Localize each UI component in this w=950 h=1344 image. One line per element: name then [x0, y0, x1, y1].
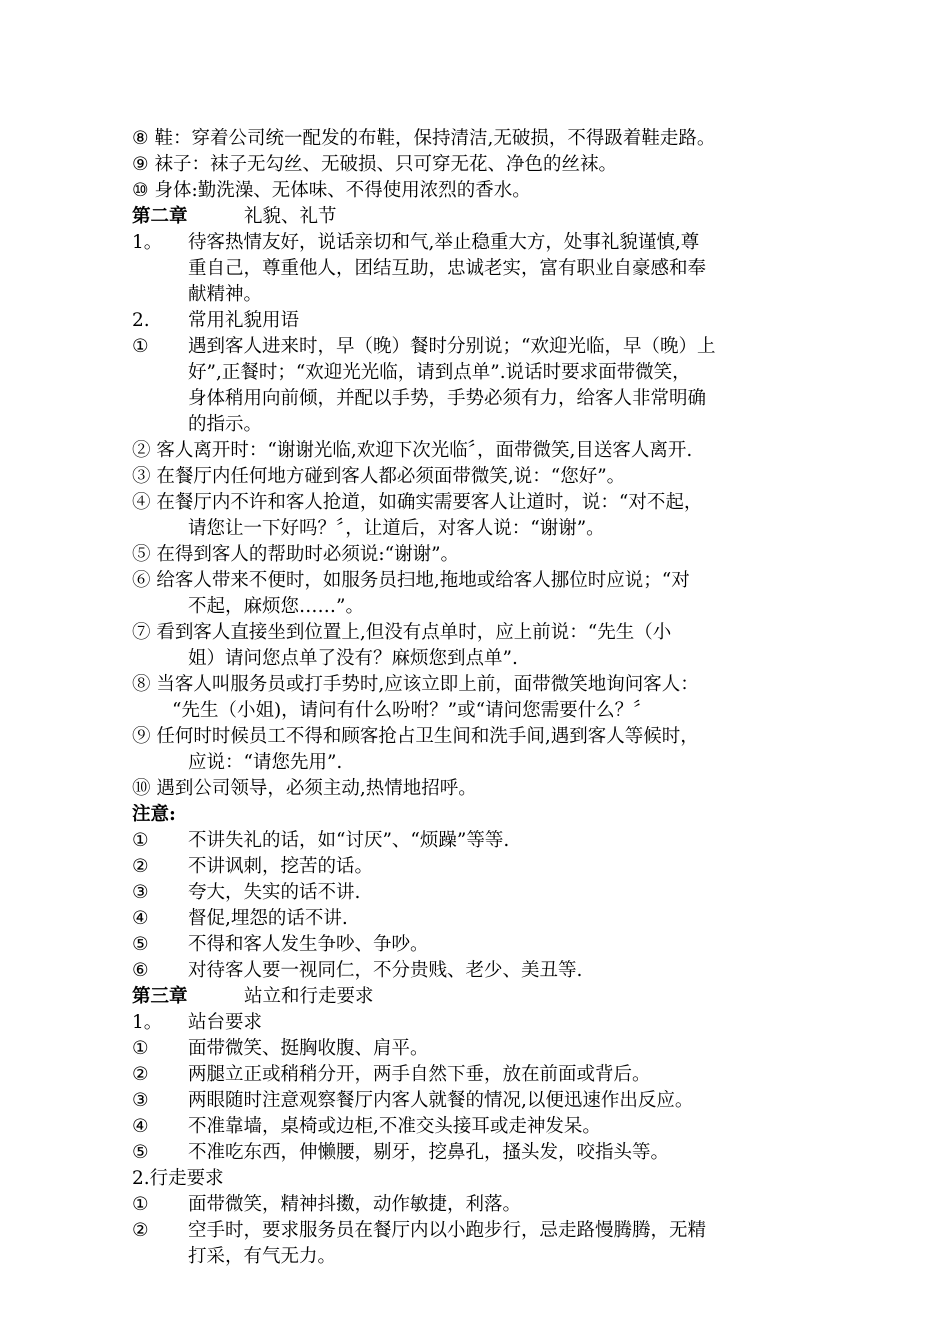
- list-item-continuation: 重自己，尊重他人，团结互助，忠诚老实，富有职业自豪感和奉: [188, 258, 707, 279]
- note-heading: 注意:: [132, 804, 176, 825]
- list-item: ④ 督促,埋怨的话不讲.: [132, 908, 348, 929]
- chapter-title: 第二章 礼貌、礼节: [132, 206, 337, 227]
- list-item: ⑩ 身体:勤洗澡、无体味、不得使用浓烈的香水。: [132, 180, 531, 201]
- list-item: ⑧ 鞋：穿着公司统一配发的布鞋，保持清洁,无破损，不得趿着鞋走路。: [132, 128, 716, 149]
- section-heading: 2.行走要求: [132, 1168, 224, 1189]
- list-item: ⑤ 不准吃东西，伸懒腰，剔牙，挖鼻孔，搔头发，咬指头等。: [132, 1142, 670, 1163]
- list-item: ② 客人离开时：“谢谢光临,欢迎下次光临〞，面带微笑,目送客人离开.: [132, 440, 693, 461]
- list-item: ② 不讲讽刺，挖苦的话。: [132, 856, 374, 877]
- list-item-continuation: 身体稍用向前倾，并配以手势，手势必须有力，给客人非常明确: [188, 388, 707, 409]
- list-item: ③ 夸大，失实的话不讲.: [132, 882, 361, 903]
- list-item: ④ 不准靠墙，桌椅或边柜,不准交头接耳或走神发呆。: [132, 1116, 601, 1137]
- list-item-continuation: 姐）请问您点单了没有？麻烦您到点单”.: [188, 648, 518, 669]
- list-item: ③ 两眼随时注意观察餐厅内客人就餐的情况,以便迅速作出反应。: [132, 1090, 694, 1111]
- list-item: ⑨ 袜子：袜子无勾丝、无破损、只可穿无花、净色的丝袜。: [132, 154, 617, 175]
- list-item-continuation: “先生（小姐)，请问有什么吩咐？”或“请问您需要什么？〞: [172, 700, 652, 721]
- list-item: ③ 在餐厅内任何地方碰到客人都必须面带微笑,说：“您好”。: [132, 466, 626, 487]
- list-item: 1。 待客热情友好，说话亲切和气,举止稳重大方，处事礼貌谨慎,尊: [132, 232, 700, 253]
- list-item: ① 面带微笑、挺胸收腹、肩平。: [132, 1038, 429, 1059]
- list-item: ① 面带微笑，精神抖擞，动作敏捷，利落。: [132, 1194, 522, 1215]
- list-item-continuation: 请您让一下好吗？〞，让道后，对客人说：“谢谢”。: [188, 518, 605, 539]
- list-item-continuation: 打采，有气无力。: [188, 1246, 337, 1267]
- list-item: ⑩ 遇到公司领导，必须主动,热情地招呼。: [132, 778, 477, 799]
- chapter-title: 第三章 站立和行走要求: [132, 986, 374, 1007]
- list-item: ⑤ 在得到客人的帮助时必须说:“谢谢”。: [132, 544, 460, 565]
- list-item: ④ 在餐厅内不许和客人抢道，如确实需要客人让道时，说：“对不起，: [132, 492, 703, 513]
- list-item-continuation: 献精神。: [188, 284, 263, 305]
- list-item: ⑥ 给客人带来不便时，如服务员扫地,拖地或给客人挪位时应说；“对: [132, 570, 690, 591]
- section-heading: 1。 站台要求: [132, 1012, 263, 1033]
- list-item: ⑧ 当客人叫服务员或打手势时,应该立即上前，面带微笑地询问客人：: [132, 674, 699, 695]
- list-item: ⑤ 不得和客人发生争吵、争吵。: [132, 934, 429, 955]
- list-item-continuation: 应说：“请您先用”.: [188, 752, 343, 773]
- list-item: ⑦ 看到客人直接坐到位置上,但没有点单时，应上前说：“先生（小: [132, 622, 672, 643]
- list-item: ① 遇到客人进来时，早（晚）餐时分别说；“欢迎光临，早（晚）上: [132, 336, 716, 357]
- list-item-continuation: 的指示。: [188, 414, 263, 435]
- list-item-continuation: 不起，麻烦您……”。: [188, 596, 364, 617]
- section-heading: 2. 常用礼貌用语: [132, 310, 300, 331]
- list-item: ⑥ 对待客人要一视同仁，不分贵贱、老少、美丑等.: [132, 960, 583, 981]
- list-item-continuation: 好”,正餐时；“欢迎光光临，请到点单”.说话时要求面带微笑，: [188, 362, 691, 383]
- list-item: ② 空手时，要求服务员在餐厅内以小跑步行，忌走路慢腾腾，无精: [132, 1220, 707, 1241]
- list-item: ⑨ 任何时时候员工不得和顾客抢占卫生间和洗手间,遇到客人等候时，: [132, 726, 699, 747]
- list-item: ② 两腿立正或稍稍分开，两手自然下垂，放在前面或背后。: [132, 1064, 651, 1085]
- list-item: ① 不讲失礼的话，如“讨厌”、“烦躁”等等.: [132, 830, 510, 851]
